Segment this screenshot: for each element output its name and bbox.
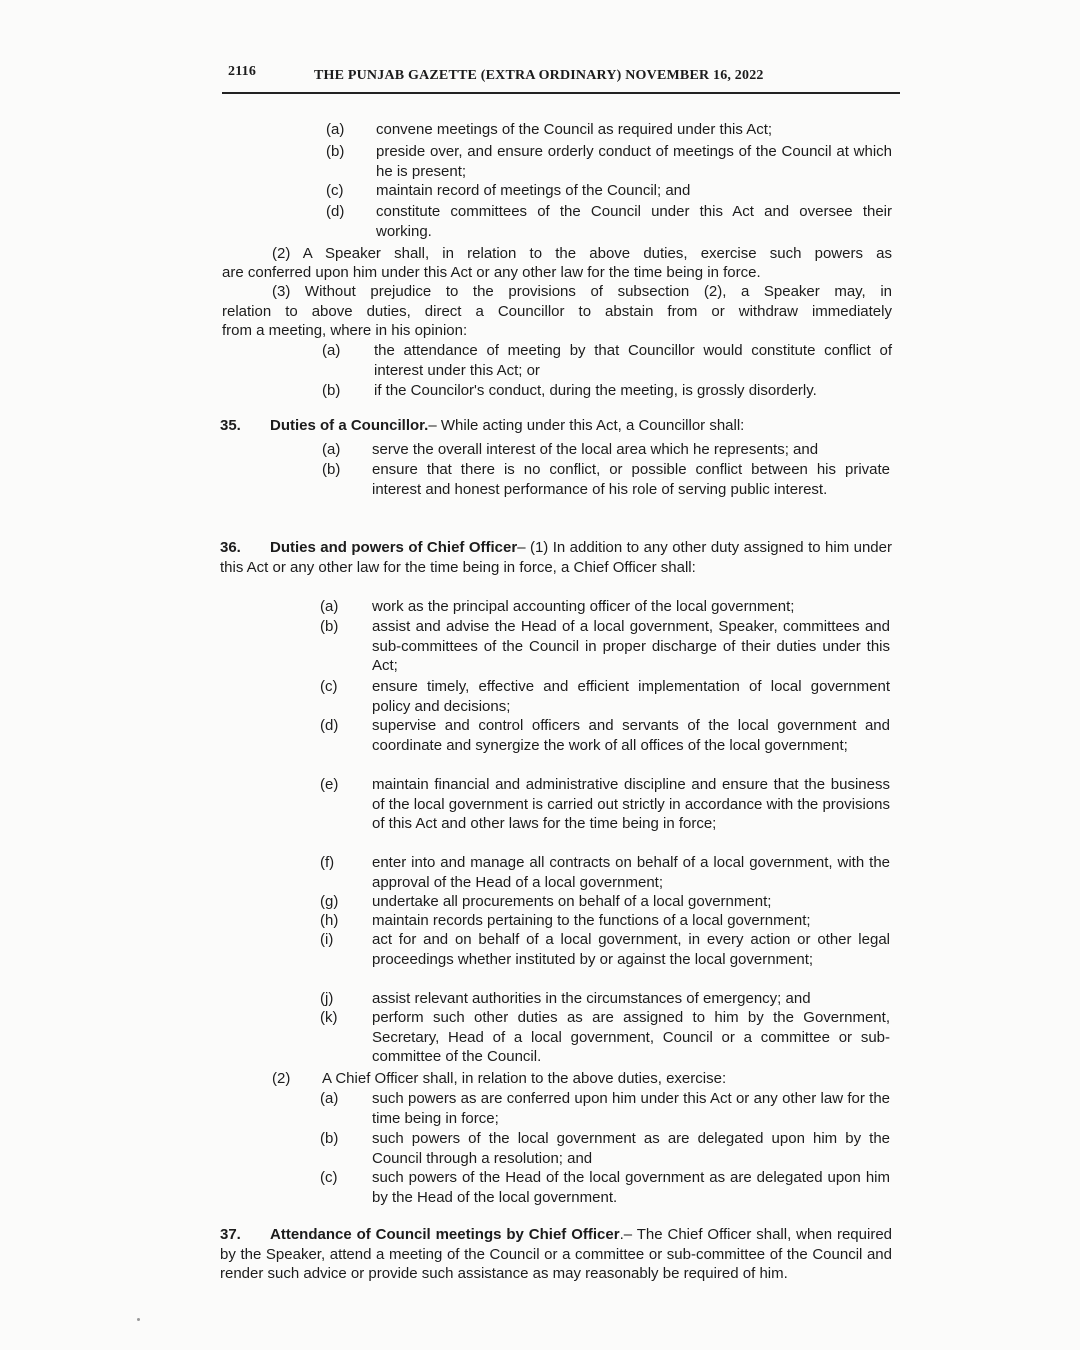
list-item: (h) maintain records pertaining to the functions of a local government; (320, 912, 811, 929)
subsection-2-intro: (2) A Chief Officer shall, in relation to the above duties, exercise: (272, 1070, 727, 1087)
list-item: (d) supervise and control officers and servants of the local government and coordinate and synergize the work of all offices of the local government; (320, 717, 890, 754)
list-item: (d) constitute committees of the Council under this Act and oversee their working. (326, 203, 892, 240)
speaker-subsection-2-line1: (2) A Speaker shall, in relation to the above duties, exercise such powers as (272, 245, 892, 262)
list-item: (b) if the Councilor's conduct, during the meeting, is grossly disorderly. (322, 382, 817, 399)
speaker-subsection-2-line2: are conferred upon him under this Act or any other law for the time being in force. (222, 264, 761, 281)
list-item: (c) such powers of the Head of the local government as are delegated upon him by the Head of the local government. (320, 1169, 890, 1206)
section-37: 37. Attendance of Council meetings by Chief Officer.– The Chief Officer shall, when required by the Speaker, attend a meeting of the Council or a committee or sub-committee of the Council and render such advice or provide such assistance as may reasonably be required of him. (220, 1226, 892, 1282)
page-header (222, 64, 900, 94)
speaker-subsection-3-line3: from a meeting, where in his opinion: (222, 322, 468, 339)
gazette-title: THE PUNJAB GAZETTE (EXTRA ORDINARY) NOVEMBER 16, 2022 (314, 68, 764, 83)
list-item: (i) act for and on behalf of a local government, in every action or other legal proceedings whether instituted by or against the local government; (320, 931, 890, 968)
scan-speck (137, 1318, 140, 1321)
list-item: (b) such powers of the local government as are delegated upon him by the Council through a resolution; and (320, 1130, 890, 1167)
speaker-subsection-3-line2: relation to above duties, direct a Councillor to abstain from or withdraw immediately (222, 303, 892, 320)
list-item: (f) enter into and manage all contracts on behalf of a local government, with the approval of the Head of a local government; (320, 854, 890, 891)
list-item: (c) maintain record of meetings of the Council; and (326, 182, 691, 199)
list-item: (g) undertake all procurements on behalf of a local government; (320, 893, 772, 910)
page-number: 2116 (228, 64, 257, 79)
list-item: (a) the attendance of meeting by that Councillor would constitute conflict of interest under this Act; or (322, 342, 892, 379)
list-item: (b) assist and advise the Head of a local government, Speaker, committees and sub-committees of the Council in proper discharge of their duties under this Act; (320, 618, 890, 674)
speaker-subsection-3-line1: (3) Without prejudice to the provisions of subsection (2), a Speaker may, in (272, 283, 892, 300)
section-36-heading: 36. Duties and powers of Chief Officer– (1) In addition to any other duty assigned to him under this Act or any other law for the time being in force, a Chief Officer shall: (220, 539, 892, 576)
list-item: (e) maintain financial and administrative discipline and ensure that the business of the local government is carried out strictly in accordance with the provisions of this Act and other laws for the time being in force; (320, 776, 890, 832)
list-item: (j) assist relevant authorities in the circumstances of emergency; and (320, 990, 811, 1007)
list-item: (b) preside over, and ensure orderly conduct of meetings of the Council at which he is present; (326, 143, 892, 180)
list-item: (a) serve the overall interest of the local area which he represents; and (322, 441, 819, 458)
list-item: (c) ensure timely, effective and efficient implementation of local government policy and decisions; (320, 678, 890, 715)
list-item: (a) convene meetings of the Council as required under this Act; (326, 121, 773, 138)
section-35-heading: 35. Duties of a Councillor.– While acting under this Act, a Councillor shall: (220, 417, 745, 434)
list-item: (a) such powers as are conferred upon him under this Act or any other law for the time being in force; (320, 1090, 890, 1127)
list-item: (a) work as the principal accounting officer of the local government; (320, 598, 795, 615)
list-item: (b) ensure that there is no conflict, or possible conflict between his private interest and honest performance of his role of serving public interest. (322, 461, 890, 498)
list-item: (k) perform such other duties as are assigned to him by the Government, Secretary, Head of a local government, Council or a committee or sub-committee of the Council. (320, 1009, 890, 1065)
